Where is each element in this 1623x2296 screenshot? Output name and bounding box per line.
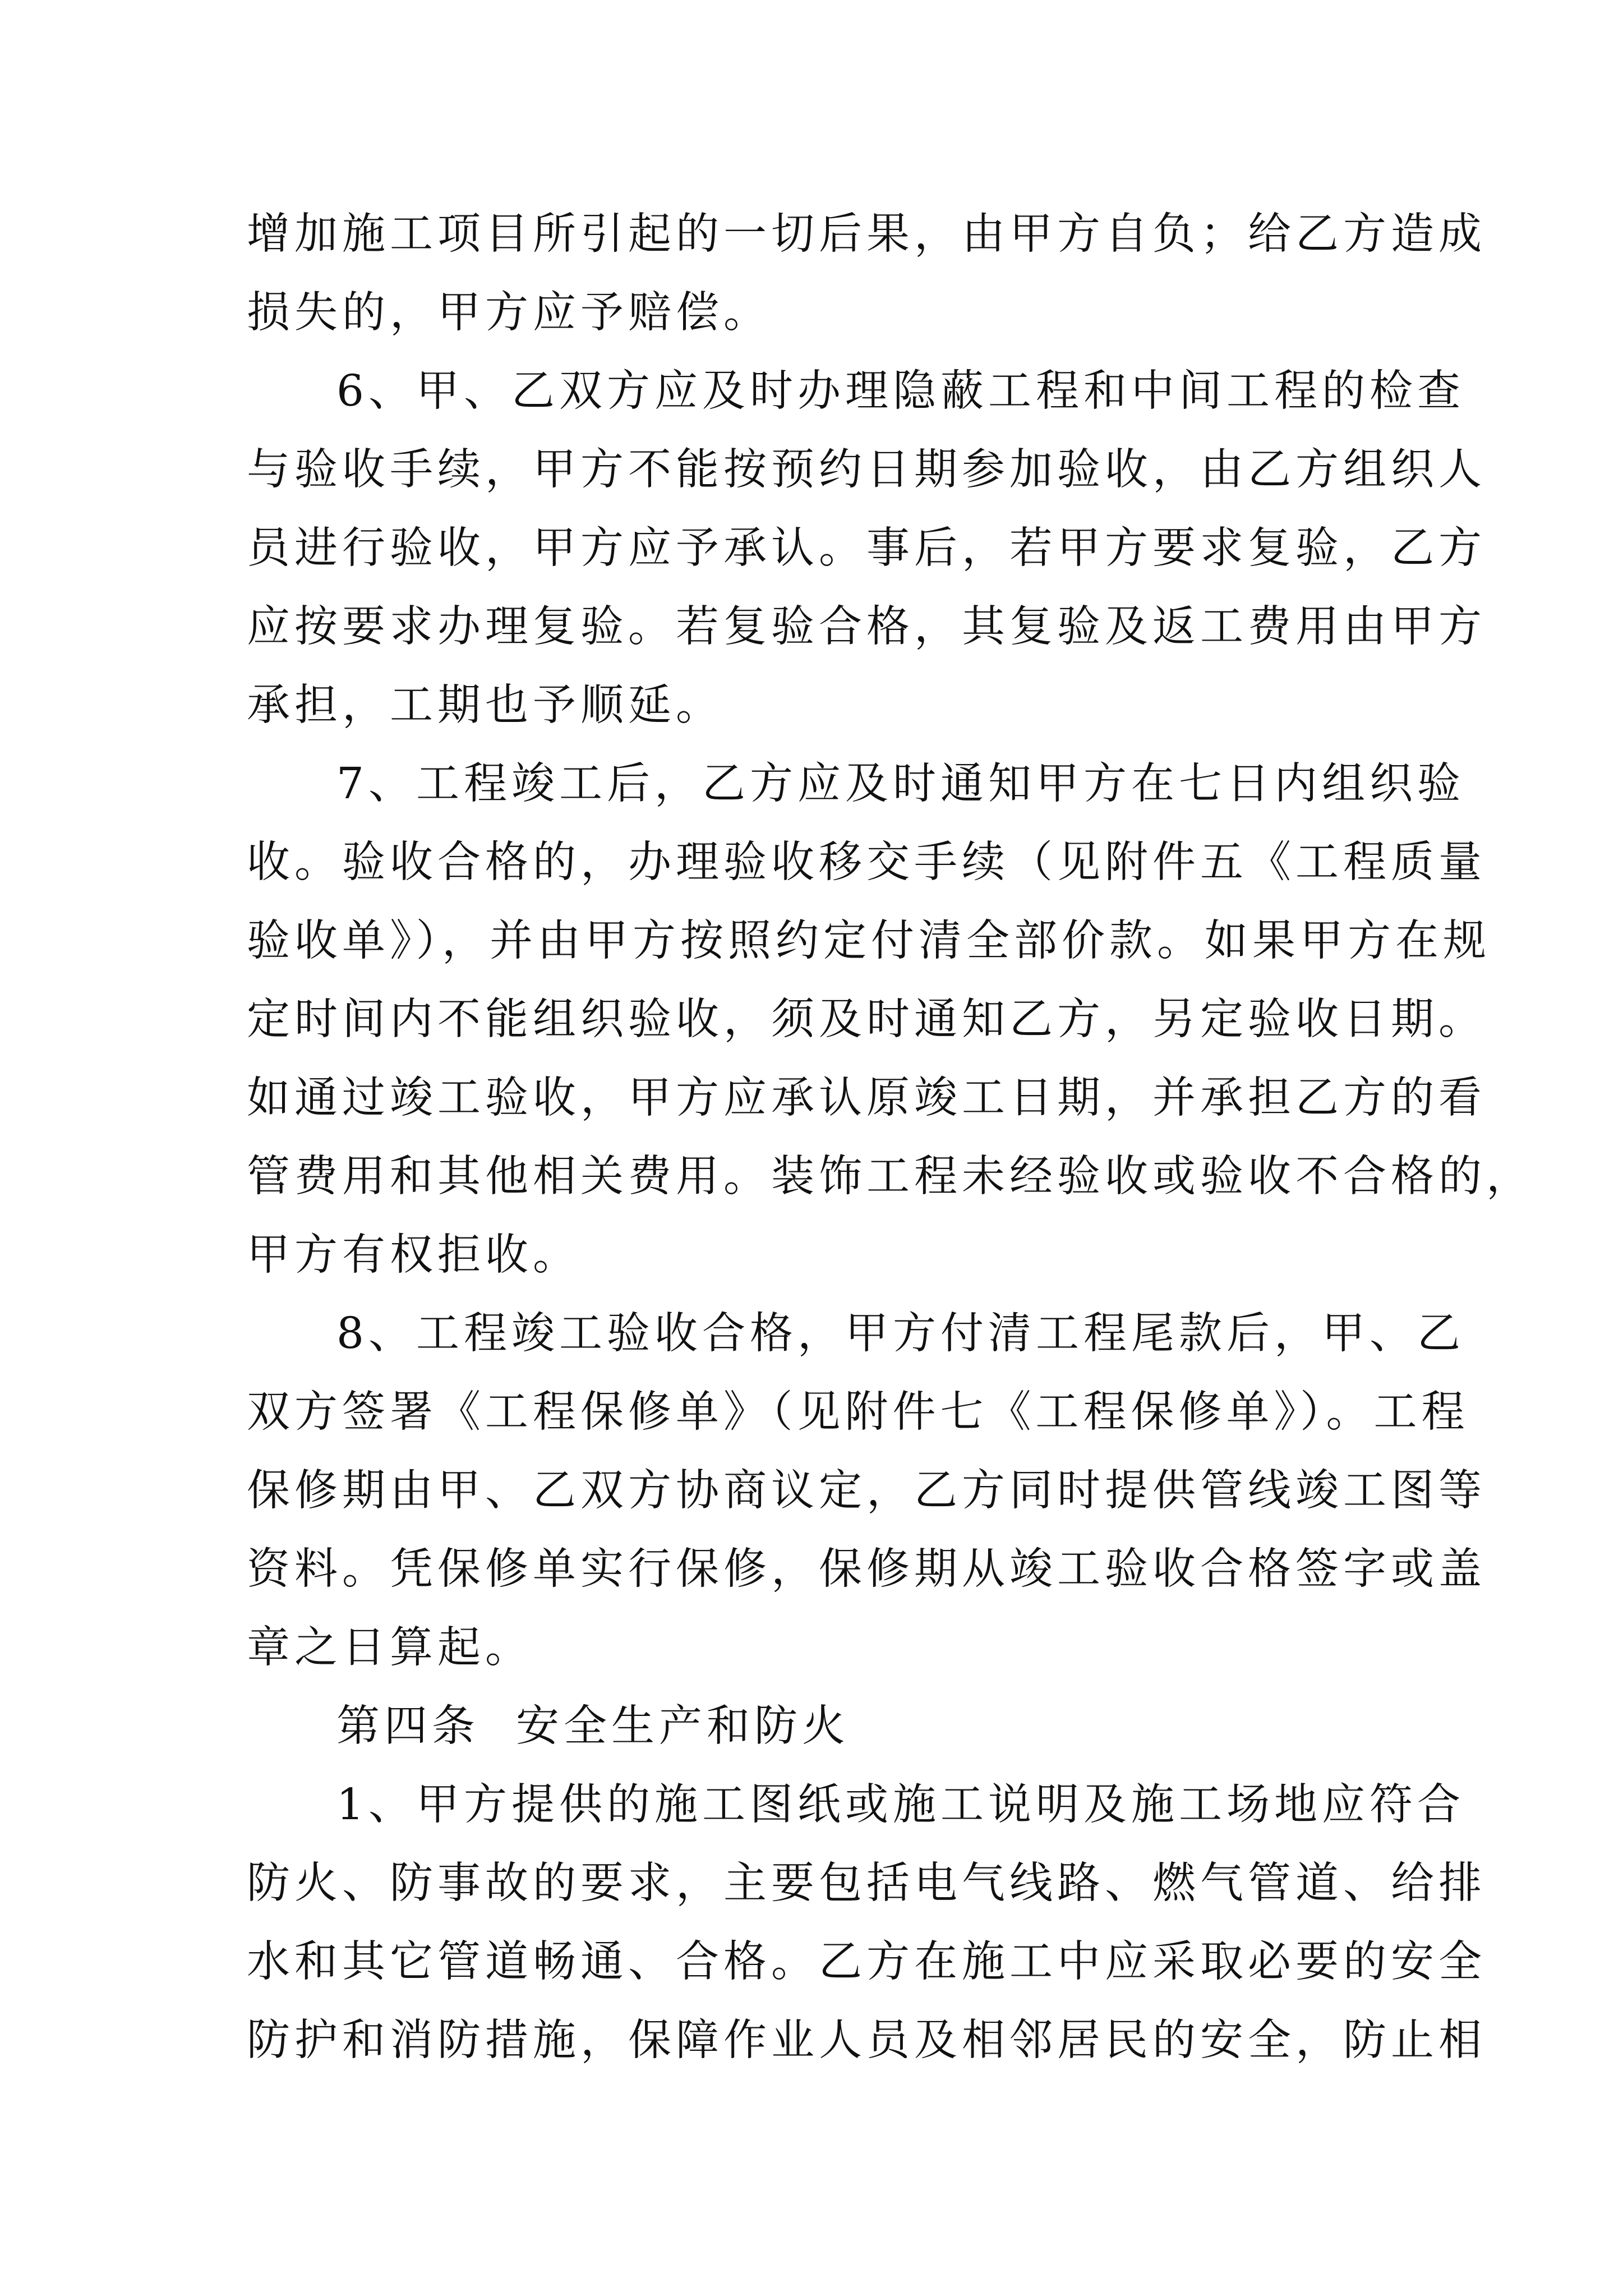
text-line: 防护和消防措施，保障作业人员及相邻居民的安全，防止相	[247, 2016, 1486, 2065]
document-body	[247, 195, 1534, 2080]
text-line: 增加施工项目所引起的一切后果，由甲方自负；给乙方造成	[247, 209, 1486, 259]
text-line: 水和其它管道畅通、合格。乙方在施工中应采取必要的安全	[247, 1937, 1486, 1987]
text-line: 承担，工期也予顺延。	[247, 680, 723, 730]
clause-1-first-line: 1、甲方提供的施工图纸或施工说明及施工场地应符合	[336, 1780, 1465, 1830]
text-line: 保修期由甲、乙双方协商议定，乙方同时提供管线竣工图等	[247, 1466, 1486, 1516]
text-line: 资料。凭保修单实行保修，保修期从竣工验收合格签字或盖	[247, 1544, 1486, 1594]
section-heading: 第四条 安全生产和防火	[336, 1701, 850, 1751]
text-line: 员进行验收，甲方应予承认。事后，若甲方要求复验，乙方	[247, 523, 1486, 573]
text-line: 管费用和其他相关费用。装饰工程未经验收或验收不合格的，	[247, 1152, 1534, 1202]
clause-7-first-line: 7、工程竣工后，乙方应及时通知甲方在七日内组织验	[336, 759, 1465, 809]
text-line: 防火、防事故的要求，主要包括电气线路、燃气管道、给排	[247, 1858, 1486, 1908]
text-line: 章之日算起。	[247, 1623, 533, 1673]
clause-8-first-line: 8、工程竣工验收合格，甲方付清工程尾款后，甲、乙	[336, 1309, 1465, 1359]
text-line: 与验收手续，甲方不能按预约日期参加验收，由乙方组织人	[247, 445, 1486, 495]
text-line: 双方签署《工程保修单》（见附件七《工程保修单》）。工程	[247, 1387, 1469, 1437]
text-line: 损失的，甲方应予赔偿。	[247, 288, 771, 338]
text-line: 甲方有权拒收。	[247, 1230, 580, 1280]
text-line: 如通过竣工验收，甲方应承认原竣工日期，并承担乙方的看	[247, 1073, 1486, 1123]
text-line: 应按要求办理复验。若复验合格，其复验及返工费用由甲方	[247, 602, 1486, 652]
text-line: 定时间内不能组织验收，须及时通知乙方，另定验收日期。	[247, 995, 1486, 1045]
text-line: 收。验收合格的，办理验收移交手续（见附件五《工程质量	[247, 838, 1486, 887]
clause-6-first-line: 6、甲、乙双方应及时办理隐蔽工程和中间工程的检查	[336, 366, 1465, 416]
text-line: 验收单》），并由甲方按照约定付清全部价款。如果甲方在规	[247, 916, 1491, 966]
